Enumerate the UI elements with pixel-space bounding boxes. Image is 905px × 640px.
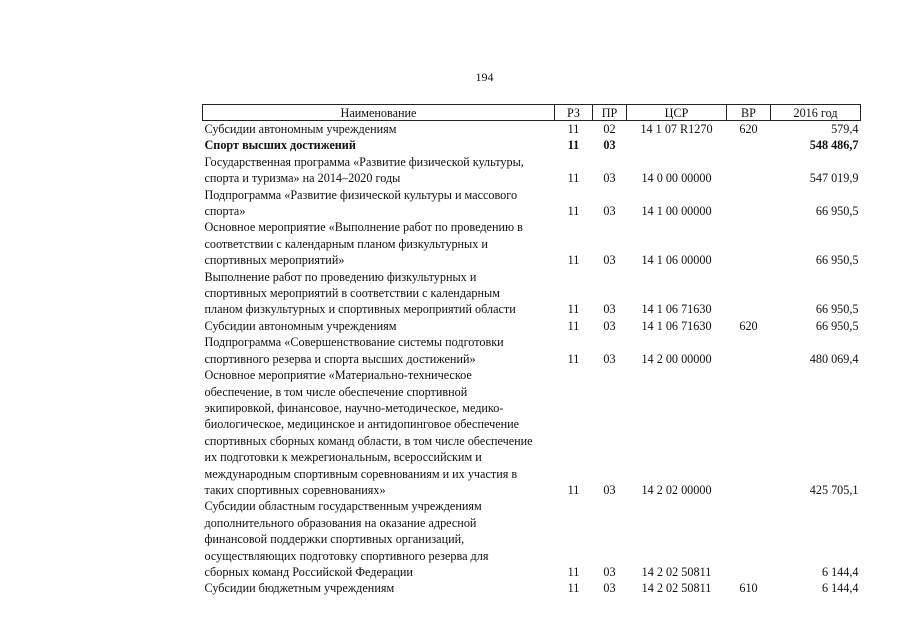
table-row	[203, 334, 861, 367]
row-amount: 6 144,4	[821, 581, 859, 596]
row-name-line: Основное мероприятие «Выполнение работ по проведению в	[204, 220, 523, 235]
row-name-line: Основное мероприятие «Материально-техническое	[204, 368, 472, 383]
table-row	[203, 367, 861, 498]
header-rz: РЗ	[555, 105, 593, 121]
row-csr: 14 0 00 00000	[641, 171, 712, 186]
table-body	[203, 121, 861, 597]
row-csr: 14 1 00 00000	[641, 204, 712, 219]
row-csr: 14 2 02 00000	[641, 482, 712, 497]
row-pr: 02	[603, 122, 616, 136]
table-row	[203, 318, 861, 334]
row-amount: 480 069,4	[809, 351, 859, 366]
table-row	[203, 219, 861, 268]
row-name-line: дополнительного образования на оказание адресной	[204, 515, 477, 530]
row-name-line: осуществляющих подготовку спортивного резерва для	[204, 548, 489, 563]
row-name-line: биологическое, медицинское и антидопинговое обеспечение	[204, 417, 520, 432]
row-amount: 66 950,5	[815, 204, 859, 219]
row-pr: 03	[603, 564, 616, 579]
row-name-line: Спорт высших достижений	[204, 138, 356, 153]
row-vr	[727, 187, 771, 220]
row-vr	[727, 137, 771, 153]
row-name-line: Субсидии автономным учреждениям	[204, 318, 397, 333]
row-name-line: спорта»	[204, 204, 246, 219]
row-name	[203, 498, 555, 580]
row-vr: 610	[739, 581, 758, 596]
row-pr: 03	[603, 171, 616, 186]
row-vr	[727, 498, 771, 580]
row-name-line: соответствии с календарным планом физкультурных и	[204, 236, 488, 251]
row-vr	[727, 269, 771, 318]
row-vr	[727, 219, 771, 268]
row-pr: 03	[603, 302, 616, 317]
row-vr: 620	[739, 318, 758, 333]
row-rz: 11	[567, 318, 580, 333]
table-row	[203, 580, 861, 596]
row-rz: 11	[567, 138, 580, 153]
row-amount: 579,4	[831, 122, 859, 136]
row-name-line: международным спортивным соревнованиям и их участия в	[204, 466, 518, 481]
header-name: Наименование	[203, 105, 555, 121]
row-rz: 11	[567, 302, 580, 317]
row-rz: 11	[567, 581, 580, 596]
table-row	[203, 154, 861, 187]
row-pr: 03	[603, 253, 616, 268]
row-name-line: Субсидии областным государственным учреждениям	[204, 499, 482, 514]
row-rz: 11	[567, 204, 580, 219]
row-name-line: Подпрограмма «Совершенствование системы подготовки	[204, 335, 504, 350]
row-csr: 14 2 02 50811	[641, 564, 712, 579]
row-name	[203, 137, 555, 153]
table-row	[203, 269, 861, 318]
row-name-line: экипировкой, финансовое, научно-методическое, медико-	[204, 400, 504, 415]
row-name-line: спорта и туризма» на 2014–2020 годы	[204, 171, 401, 186]
row-name	[203, 187, 555, 220]
row-amount: 548 486,7	[809, 138, 859, 153]
row-csr: 14 2 02 50811	[641, 581, 712, 596]
row-amount: 6 144,4	[821, 564, 859, 579]
table-row	[203, 498, 861, 580]
row-name	[203, 367, 555, 498]
header-pr: ПР	[593, 105, 627, 121]
row-csr	[627, 137, 727, 153]
row-name-line: Выполнение работ по проведению физкультурных и	[204, 269, 477, 284]
row-rz: 11	[567, 253, 580, 268]
row-amount: 66 950,5	[815, 302, 859, 317]
row-name-line: финансовой поддержки спортивных организаций,	[204, 532, 465, 547]
row-csr: 14 1 06 00000	[641, 253, 712, 268]
row-rz: 11	[567, 482, 580, 497]
row-amount: 425 705,1	[809, 482, 859, 497]
row-csr: 14 1 06 71630	[641, 318, 712, 333]
row-amount: 547 019,9	[809, 171, 859, 186]
row-vr: 620	[739, 122, 758, 136]
row-name	[203, 154, 555, 187]
header-csr: ЦСР	[627, 105, 727, 121]
row-pr: 03	[603, 482, 616, 497]
row-name-line: обеспечение, в том числе обеспечение спортивной	[204, 384, 468, 399]
row-name-line: Субсидии бюджетным учреждениям	[204, 581, 395, 596]
row-name-line: спортивных сборных команд области, в том числе обеспечение	[204, 433, 533, 448]
row-name-line: планом физкультурных и спортивных мероприятий области	[204, 302, 516, 317]
row-rz: 11	[567, 351, 580, 366]
row-pr: 03	[603, 138, 616, 153]
table-row	[203, 187, 861, 220]
row-pr: 03	[603, 581, 616, 596]
row-name-line: Государственная программа «Развитие физической культуры,	[204, 154, 524, 169]
row-amount: 66 950,5	[815, 253, 859, 268]
row-rz: 11	[567, 171, 580, 186]
row-name	[203, 318, 555, 334]
row-name	[203, 580, 555, 596]
row-name-line: спортивных мероприятий»	[204, 253, 345, 268]
row-name	[203, 219, 555, 268]
table-header-row	[203, 105, 861, 121]
row-csr: 14 2 00 00000	[641, 351, 712, 366]
page-number: 194	[475, 70, 494, 84]
budget-table	[202, 104, 861, 597]
row-rz: 11	[567, 122, 580, 136]
row-name-line: таких спортивных соревнованиях»	[204, 482, 386, 497]
row-vr	[727, 367, 771, 498]
row-amount: 66 950,5	[815, 318, 859, 333]
row-name-line: их подготовки к межрегиональным, всероссийским и	[204, 450, 482, 465]
row-name	[203, 121, 555, 138]
table-row	[203, 137, 861, 153]
header-year: 2016 год	[771, 105, 861, 121]
row-vr	[727, 334, 771, 367]
row-name-line: Субсидии автономным учреждениям	[204, 122, 397, 136]
row-name	[203, 334, 555, 367]
row-name-line: спортивного резерва и спорта высших достижений»	[204, 351, 476, 366]
row-csr: 14 1 07 R1270	[640, 122, 713, 136]
row-rz: 11	[567, 564, 580, 579]
table-row	[203, 121, 861, 138]
row-name-line: Подпрограмма «Развитие физической культуры и массового	[204, 187, 518, 202]
row-pr: 03	[603, 204, 616, 219]
row-vr	[727, 154, 771, 187]
row-pr: 03	[603, 351, 616, 366]
row-name-line: спортивных мероприятий в соответствии с календарным	[204, 286, 500, 301]
header-vr: ВР	[727, 105, 771, 121]
row-name	[203, 269, 555, 318]
row-csr: 14 1 06 71630	[641, 302, 712, 317]
row-name-line: сборных команд Российской Федерации	[204, 564, 413, 579]
row-pr: 03	[603, 318, 616, 333]
